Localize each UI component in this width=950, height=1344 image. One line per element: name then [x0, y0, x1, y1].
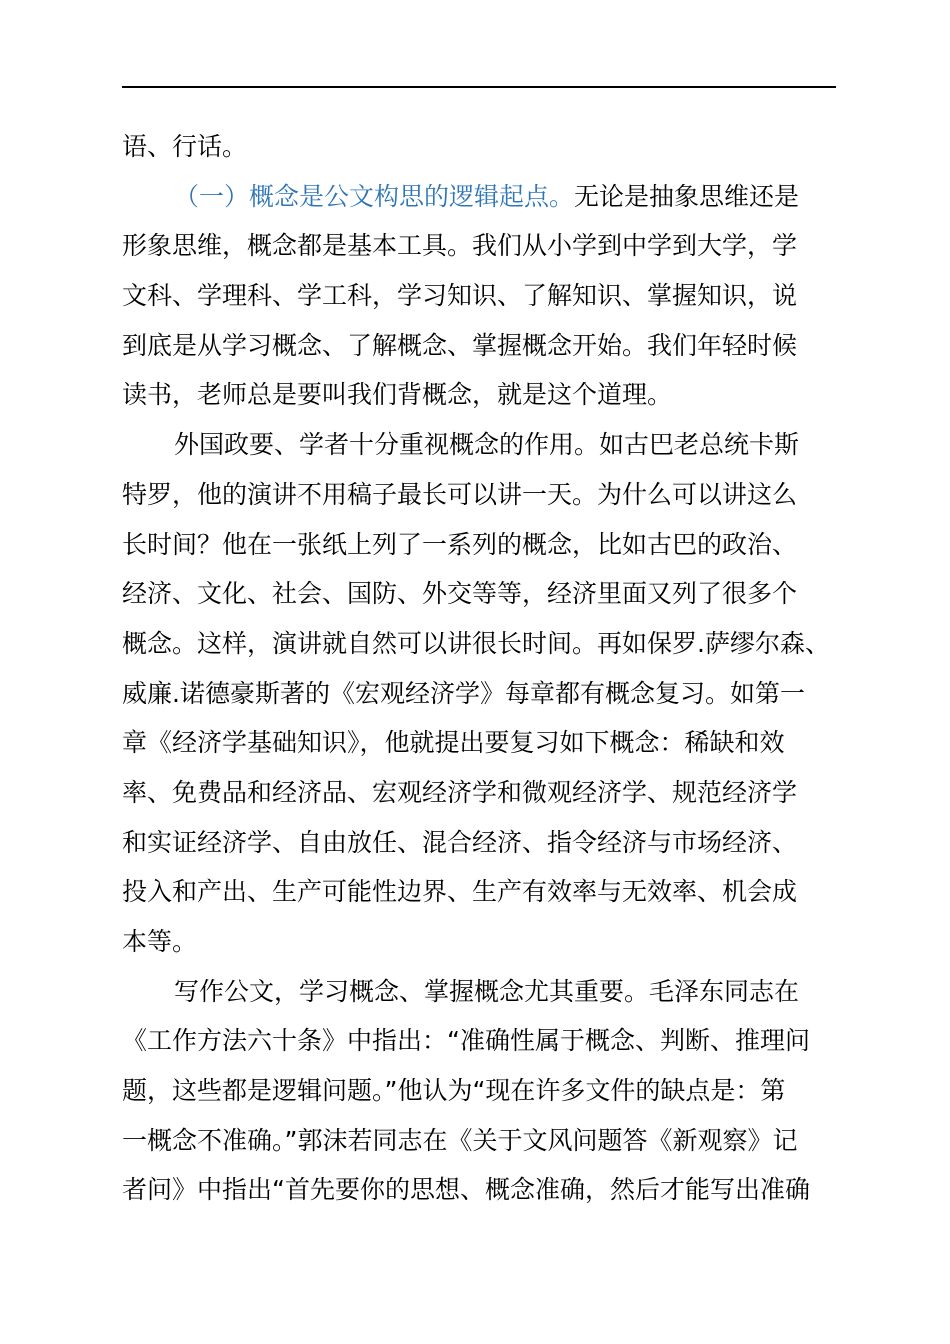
document-body: [122, 122, 838, 1215]
header-rule: [122, 86, 836, 88]
section-heading: （一）概念是公文构思的逻辑起点。: [174, 181, 575, 211]
text-line: 者问》中指出“首先要你的思想、概念准确，然后才能写出准确: [122, 1175, 810, 1205]
section-heading-tail: 无论是抽象思维还是: [574, 181, 800, 211]
section-heading-line: [122, 172, 838, 222]
paragraph-first-line: 外国政要、学者十分重视概念的作用。如古巴老总统卡斯: [174, 430, 800, 460]
text-line: 经济、文化、社会、国防、外交等等，经济里面又列了很多个: [122, 579, 798, 609]
text-line: 一概念不准确。”郭沫若同志在《关于文风问题答《新观察》记: [122, 1125, 798, 1155]
text-line: 威廉.诺德豪斯著的《宏观经济学》每章都有概念复习。如第一: [122, 678, 805, 708]
text-line: 题，这些都是逻辑问题。”他认为“现在许多文件的缺点是：第: [122, 1076, 786, 1106]
text-line: 章《经济学基础知识》，他就提出要复习如下概念：稀缺和效: [122, 728, 785, 758]
text-line: 本等。: [122, 927, 198, 956]
text-line: 投入和产出、生产可能性边界、生产有效率与无效率、机会成: [122, 877, 798, 907]
text-line: 语、行话。: [122, 132, 248, 161]
paragraph-first-line: 写作公文，学习概念、掌握概念尤其重要。毛泽东同志在: [174, 976, 800, 1006]
text-line: 到底是从学习概念、了解概念、掌握概念开始。我们年轻时候: [122, 330, 798, 360]
text-line: 特罗，他的演讲不用稿子最长可以讲一天。为什么可以讲这么: [122, 479, 798, 509]
text-line: 形象思维，概念都是基本工具。我们从小学到中学到大学，学: [122, 231, 798, 261]
text-line: 《工作方法六十条》中指出：“准确性属于概念、判断、推理问: [122, 1026, 810, 1056]
text-line: 概念。这样，演讲就自然可以讲很长时间。再如保罗.萨缪尔森、: [122, 628, 830, 658]
text-line: 和实证经济学、自由放任、混合经济、指令经济与市场经济、: [122, 827, 798, 857]
text-line: 读书，老师总是要叫我们背概念，就是这个道理。: [122, 380, 673, 410]
text-line: 率、免费品和经济品、宏观经济学和微观经济学、规范经济学: [122, 777, 798, 807]
text-line: 文科、学理科、学工科，学习知识、了解知识、掌握知识，说: [122, 281, 798, 311]
text-line: 长时间？他在一张纸上列了一系列的概念，比如古巴的政治、: [122, 529, 798, 559]
